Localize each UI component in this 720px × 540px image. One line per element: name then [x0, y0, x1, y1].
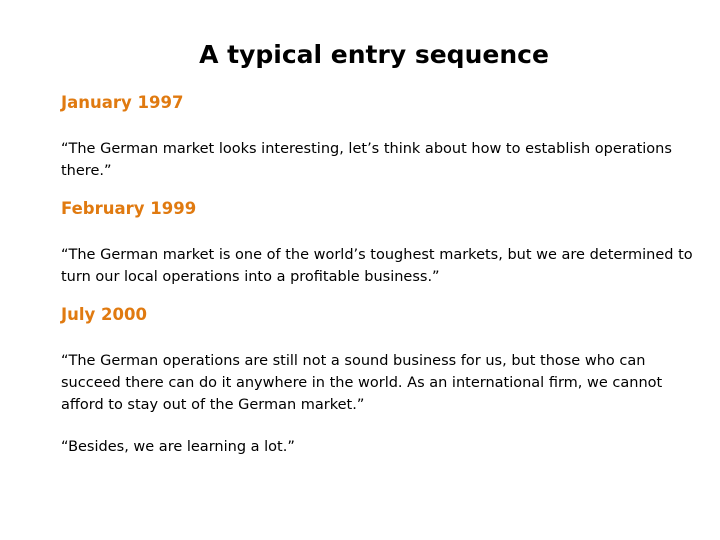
entry-date-february-1999: February 1999 [61, 199, 197, 218]
entry-date-january-1997: January 1997 [61, 93, 184, 112]
timeline [61, 92, 701, 458]
entry-followup-july-2000: “Besides, we are learning a lot.” [61, 439, 295, 455]
entry-date-july-2000: July 2000 [61, 305, 147, 324]
entry-quote-july-2000: “The German operations are still not a sound business for us, but those who can succeed there can do it anywhere in the world. As an international firm, we cannot afford to stay out of the German market.” [61, 353, 663, 413]
entry-quote-february-1999: “The German market is one of the world’s toughest markets, but we are determined to turn our local operations into a profitable business.” [61, 247, 693, 285]
slide-title: A typical entry sequence [199, 40, 549, 69]
entry-quote-january-1997: “The German market looks interesting, let’s think about how to establish operations there.” [61, 141, 672, 179]
